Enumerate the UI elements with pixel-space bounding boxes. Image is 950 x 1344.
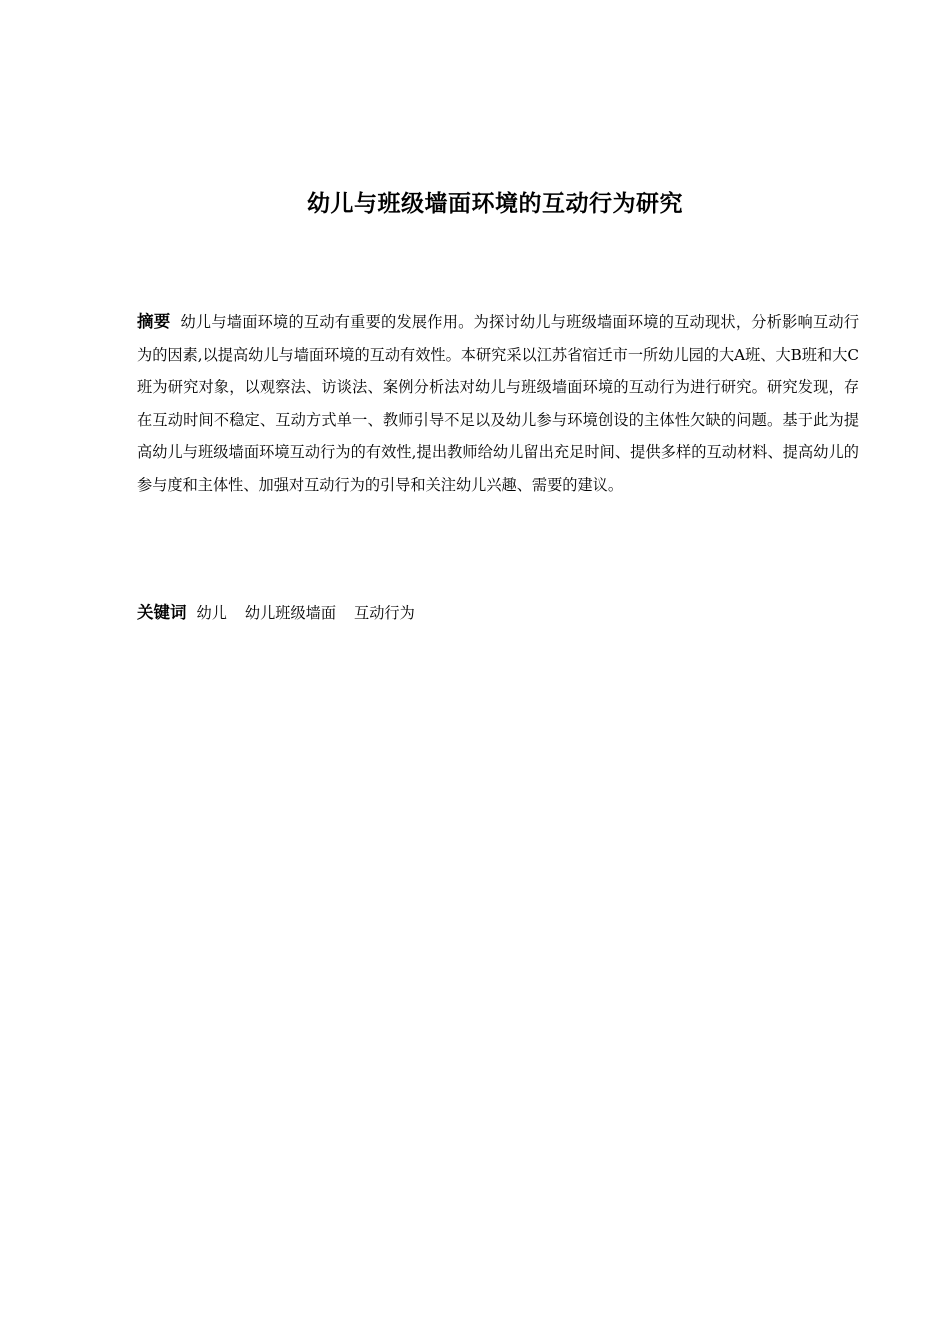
keyword: 互动行为 (354, 604, 415, 622)
keyword: 幼儿 (196, 604, 227, 622)
abstract-paragraph (137, 306, 859, 501)
keyword: 幼儿班级墙面 (244, 604, 336, 622)
paper-title: 幼儿与班级墙面环境的互动行为研究 (307, 191, 683, 217)
abstract-label: 摘要 (137, 312, 171, 331)
keywords-line (137, 597, 859, 629)
keywords-label: 关键词 (137, 603, 187, 622)
abstract-text: 幼儿与墙面环境的互动有重要的发展作用。为探讨幼儿与班级墙面环境的互动现状，分析影响互动行为的因素,以提高幼儿与墙面环境的互动有效性。本研究采以江苏省宿迁市一所幼儿园的大A班、大B班和大C班为研究对象，以观察法、访谈法、案例分析法对幼儿与班级墙面环境的互动行为进行研究。研究发现，存在互动时间不稳定、互动方式单一、教师引导不足以及幼儿参与环境创设的主体性欠缺的问题。基于此为提高幼儿与班级墙面环境互动行为的有效性,提出教师给幼儿留出充足时间、提供多样的互动材料、提高幼儿的参与度和主体性、加强对互动行为的引导和关注幼儿兴趣、需要的建议。 (137, 313, 860, 494)
